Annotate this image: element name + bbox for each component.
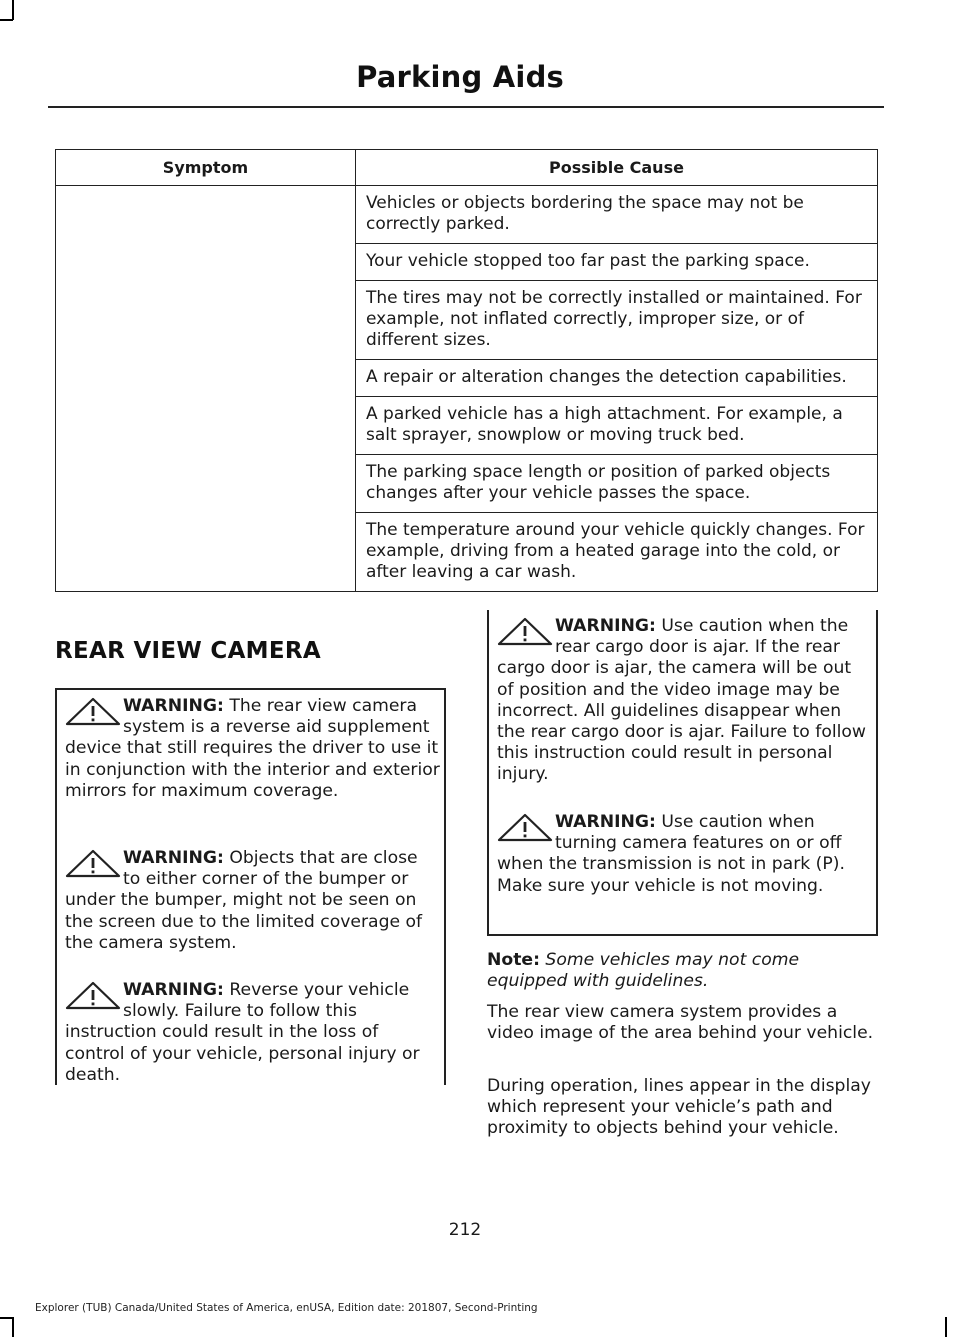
warning-text: Use caution when the rear cargo door is ajar. If the rear cargo door is ajar, the camera will be out of position and the video image may be incorrect. All guidelines disappear when the rear cargo door is ajar. Failure to follow this instruction could result in personal injury. (497, 616, 866, 785)
cause-cell: A repair or alteration changes the detection capabilities. (356, 360, 878, 397)
cause-cell: A parked vehicle has a high attachment. For example, a salt sprayer, snowplow or moving truck bed. (356, 397, 878, 455)
warning-block (497, 812, 872, 897)
warning-triangle-icon (65, 696, 123, 726)
cause-cell: Vehicles or objects bordering the space may not be correctly parked. (356, 186, 878, 244)
page-header-title: Parking Aids (356, 60, 564, 94)
footer-edition-text: Explorer (TUB) Canada/United States of America, enUSA, Edition date: 201807, Second-Printing (35, 1302, 538, 1314)
crop-mark (12, 1317, 14, 1337)
cause-cell: The parking space length or position of parked objects changes after your vehicle passes the space. (356, 455, 878, 513)
crop-mark (0, 1317, 13, 1319)
warning-triangle-icon (497, 812, 555, 842)
body-paragraph: During operation, lines appear in the display which represent your vehicle’s path and proximity to objects behind your vehicle. (487, 1076, 871, 1139)
warning-text: Objects that are close to either corner of the bumper or under the bumper, might not be seen on the screen due to the limited coverage of the camera system. (65, 848, 423, 953)
crop-mark (945, 1317, 947, 1337)
warning-label: WARNING: (123, 696, 224, 716)
warning-label: WARNING: (123, 848, 224, 868)
cause-cell: Your vehicle stopped too far past the parking space. (356, 244, 878, 281)
note-text: Some vehicles may not come equipped with guidelines. (487, 950, 800, 992)
warning-text: Reverse your vehicle slowly. Failure to follow this instruction could result in the loss of control of your vehicle, personal injury or death. (65, 980, 420, 1085)
warning-label: WARNING: (555, 812, 656, 832)
warning-box-right (487, 610, 878, 936)
cause-cell: The tires may not be correctly installed or maintained. For example, not inflated correctly, improper size, or of different sizes. (356, 281, 878, 360)
cause-cell: The temperature around your vehicle quickly changes. For example, driving from a heated garage into the cold, or after leaving a car wash. (356, 513, 878, 592)
symptom-cell (56, 186, 356, 592)
table-row (56, 186, 878, 244)
warning-block (65, 848, 440, 954)
column-header-symptom: Symptom (56, 150, 356, 186)
table-header-row (56, 150, 878, 186)
note-paragraph (487, 950, 879, 992)
crop-mark (12, 0, 14, 20)
warning-block (497, 616, 872, 786)
warning-label: WARNING: (123, 980, 224, 1000)
warning-triangle-icon (65, 980, 123, 1010)
warning-box-left (55, 688, 446, 1085)
body-paragraph: The rear view camera system provides a video image of the area behind your vehicle. (487, 1002, 874, 1044)
warning-triangle-icon (497, 616, 555, 646)
column-header-possible-cause: Possible Cause (356, 150, 878, 186)
header-divider (48, 106, 884, 108)
section-title: REAR VIEW CAMERA (55, 638, 321, 664)
warning-block (65, 980, 440, 1086)
warning-triangle-icon (65, 848, 123, 878)
page-number: 212 (448, 1220, 482, 1240)
warning-text: The rear view camera system is a reverse aid supplement device that still requires the driver to use it in conjunction with the interior and exterior mirrors for maximum coverage. (65, 696, 440, 801)
warning-label: WARNING: (555, 616, 656, 636)
warning-block (65, 696, 440, 802)
warning-text: Use caution when turning camera features on or off when the transmission is not in park (P). Make sure your vehicle is not moving. (497, 812, 845, 896)
note-label: Note: (487, 950, 540, 970)
symptom-cause-table (55, 149, 878, 592)
crop-mark (0, 19, 13, 21)
